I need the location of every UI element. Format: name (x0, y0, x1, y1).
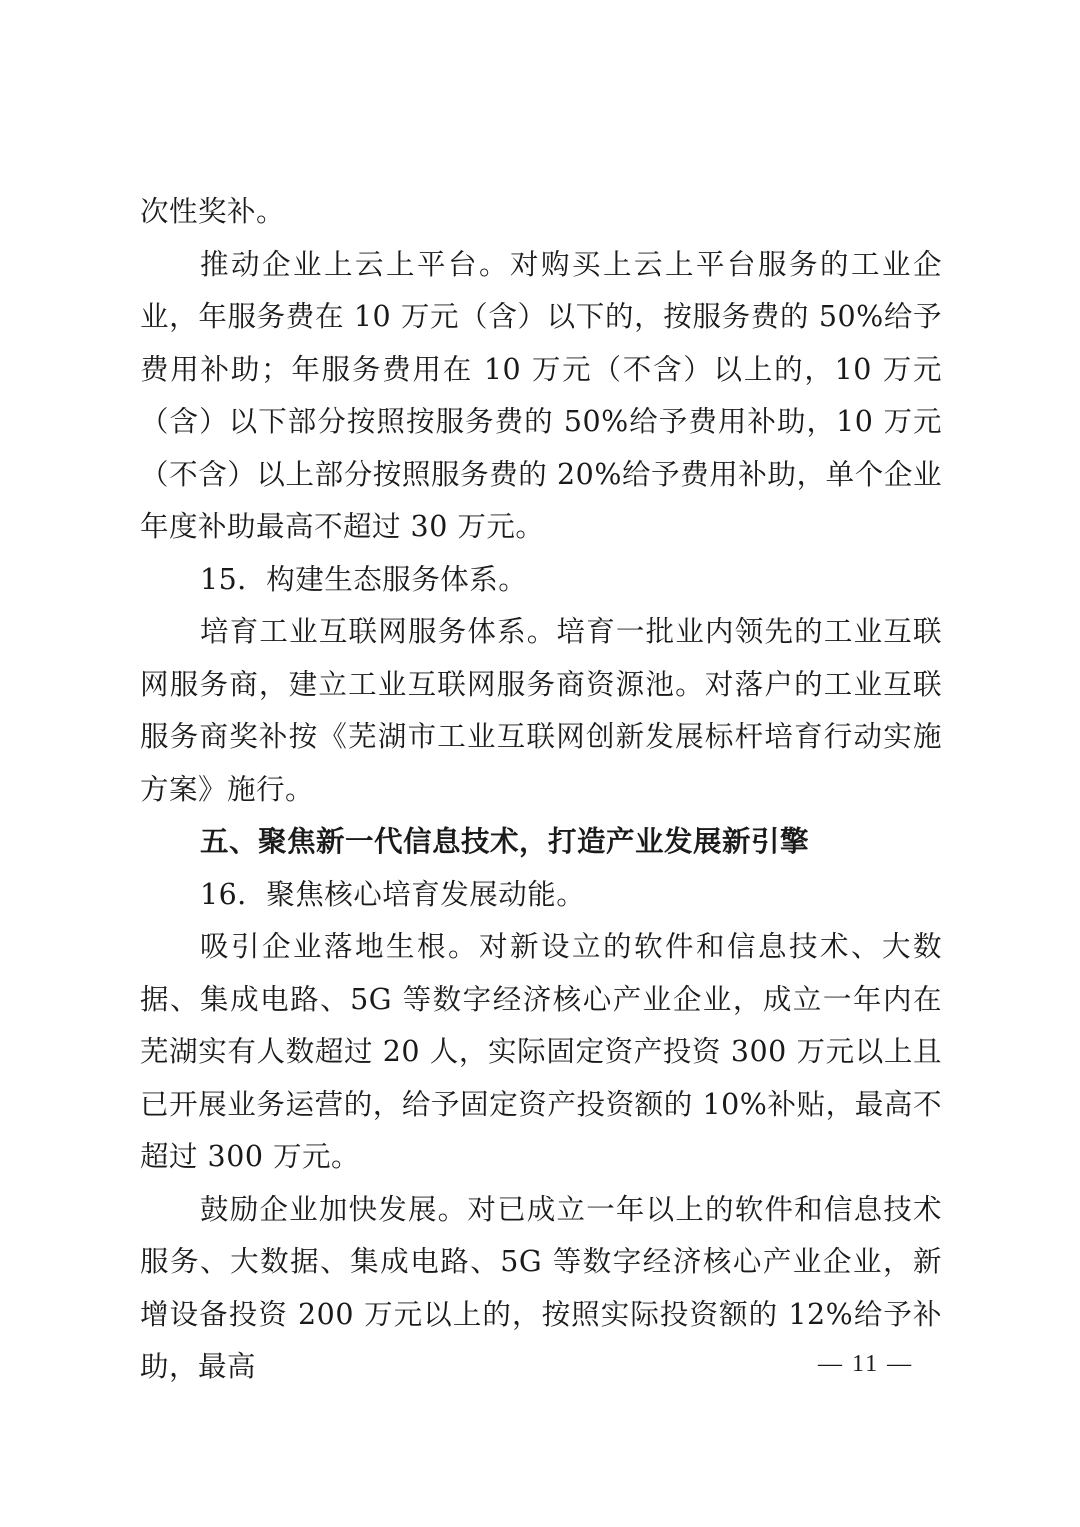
paragraph-encourage-development: 鼓励企业加快发展。对已成立一年以上的软件和信息技术服务、大数据、集成电路、5G 等数字经济核心产业企业，新增设备投资 200 万元以上的，按照实际投资额的 12%给予补助，最高 (140, 1192, 942, 1383)
section-heading-16: 16．聚焦核心培育发展动能。 (200, 877, 586, 911)
page-number: — 11 — (818, 1351, 914, 1377)
paragraph-continuation: 次性奖补。 (140, 195, 286, 228)
paragraph-attract-enterprises: 吸引企业落地生根。对新设立的软件和信息技术、大数据、集成电路、5G 等数字经济核心产业企业，成立一年内在芜湖实有人数超过 20 人，实际固定资产投资 300 万元以上且已开展业务运营的，给予固定资产投资额的 10%补贴，最高不超过 300 万元。 (140, 930, 942, 1173)
paragraph-cloud-platform: 推动企业上云上平台。对购买上云上平台服务的工业企业，年服务费在 10 万元（含）以下的，按服务费的 50%给予费用补助；年服务费用在 10 万元（不含）以上的，10 万元（含）以下部分按照按服务费的 50%给予费用补助，10 万元（不含）以上部分按照服务费的 20%给予费用补助，单个企业年度补助最高不超过 30 万元。 (140, 247, 942, 543)
paragraph-ecosystem: 培育工业互联网服务体系。培育一批业内领先的工业互联网服务商，建立工业互联网服务商资源池。对落户的工业互联服务商奖补按《芜湖市工业互联网创新发展标杆培育行动实施方案》施行。 (140, 615, 942, 806)
document-page (140, 186, 942, 1394)
chapter-heading-5: 五、聚焦新一代信息技术，打造产业发展新引擎 (200, 825, 810, 858)
section-heading-15: 15．构建生态服务体系。 (200, 562, 528, 596)
